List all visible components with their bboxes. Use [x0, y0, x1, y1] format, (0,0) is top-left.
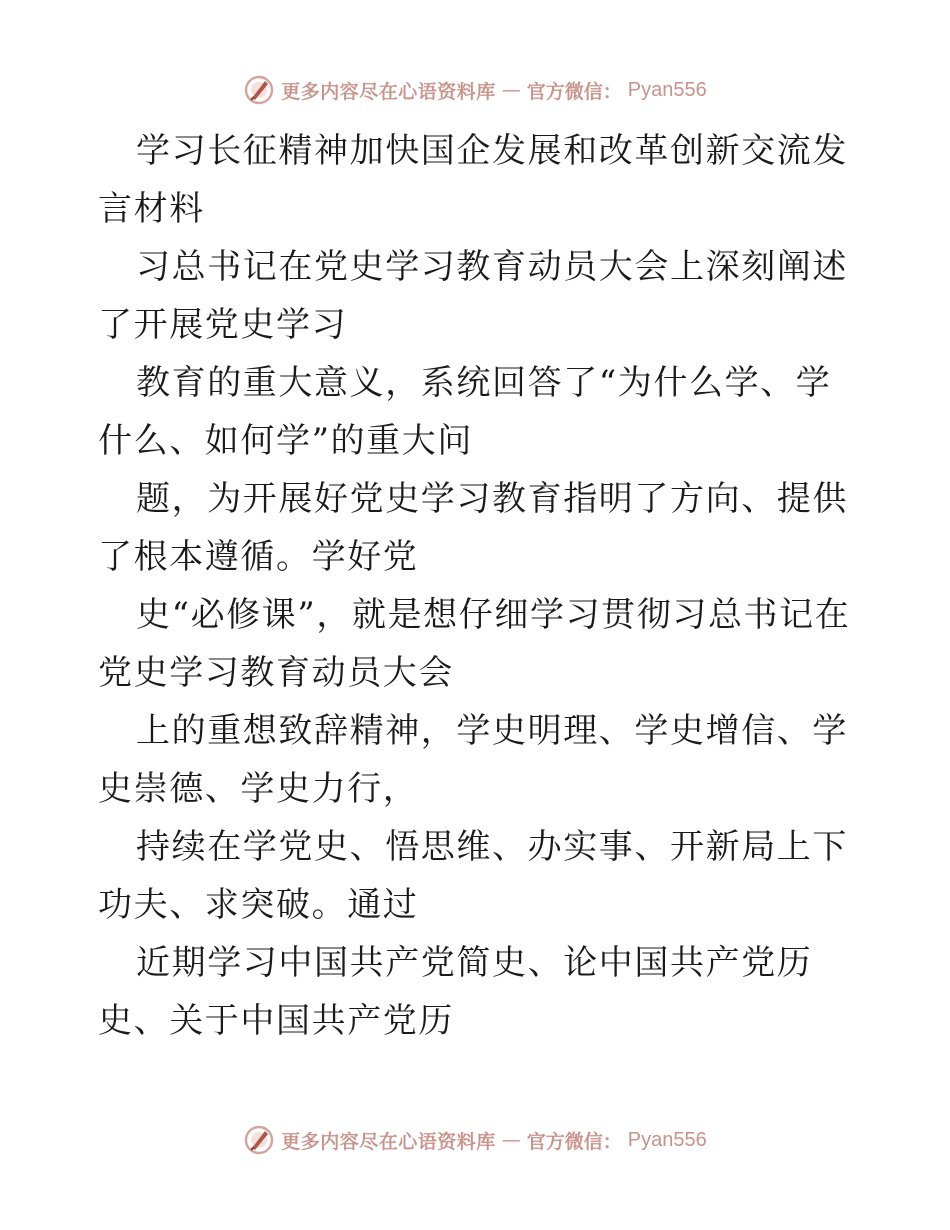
- watermark-text: 更多内容尽在心语资料库: [281, 80, 496, 103]
- paragraph: 近期学习中国共产党简史、论中国共产党历史、关于中国共产党历: [98, 943, 813, 1041]
- paragraph: 学习长征精神加快国企发展和改革创新交流发言材料: [98, 131, 848, 229]
- header-watermark: [0, 70, 950, 110]
- footer-watermark: [0, 1120, 950, 1160]
- watermark-wechat-label: 官方微信：: [526, 80, 622, 103]
- document-body: [98, 122, 858, 1050]
- watermark-dash: —: [501, 79, 521, 101]
- quill-logo-icon: [243, 74, 275, 106]
- paragraph: 史“必修课”，就是想仔细学习贯彻习总书记在党史学习教育动员大会: [98, 595, 851, 693]
- watermark-wechat-id: Pyan556: [627, 78, 707, 101]
- watermark-text: 更多内容尽在心语资料库: [281, 1130, 496, 1153]
- paragraph: 题，为开展好党史学习教育指明了方向、提供了根本遵循。学好党: [98, 479, 848, 577]
- watermark-dash: —: [501, 1129, 521, 1151]
- watermark-wechat-label: 官方微信：: [526, 1130, 622, 1153]
- watermark-wechat-id: Pyan556: [627, 1128, 707, 1151]
- paragraph: 习总书记在党史学习教育动员大会上深刻阐述了开展党史学习: [98, 247, 848, 345]
- quill-logo-icon: [243, 1124, 275, 1156]
- paragraph: 教育的重大意义，系统回答了“为什么学、学什么、如何学”的重大问: [98, 363, 832, 461]
- paragraph: 持续在学党史、悟思维、办实事、开新局上下功夫、求突破。通过: [98, 827, 848, 925]
- paragraph: 上的重想致辞精神，学史明理、学史增信、学史崇德、学史力行，: [98, 711, 848, 809]
